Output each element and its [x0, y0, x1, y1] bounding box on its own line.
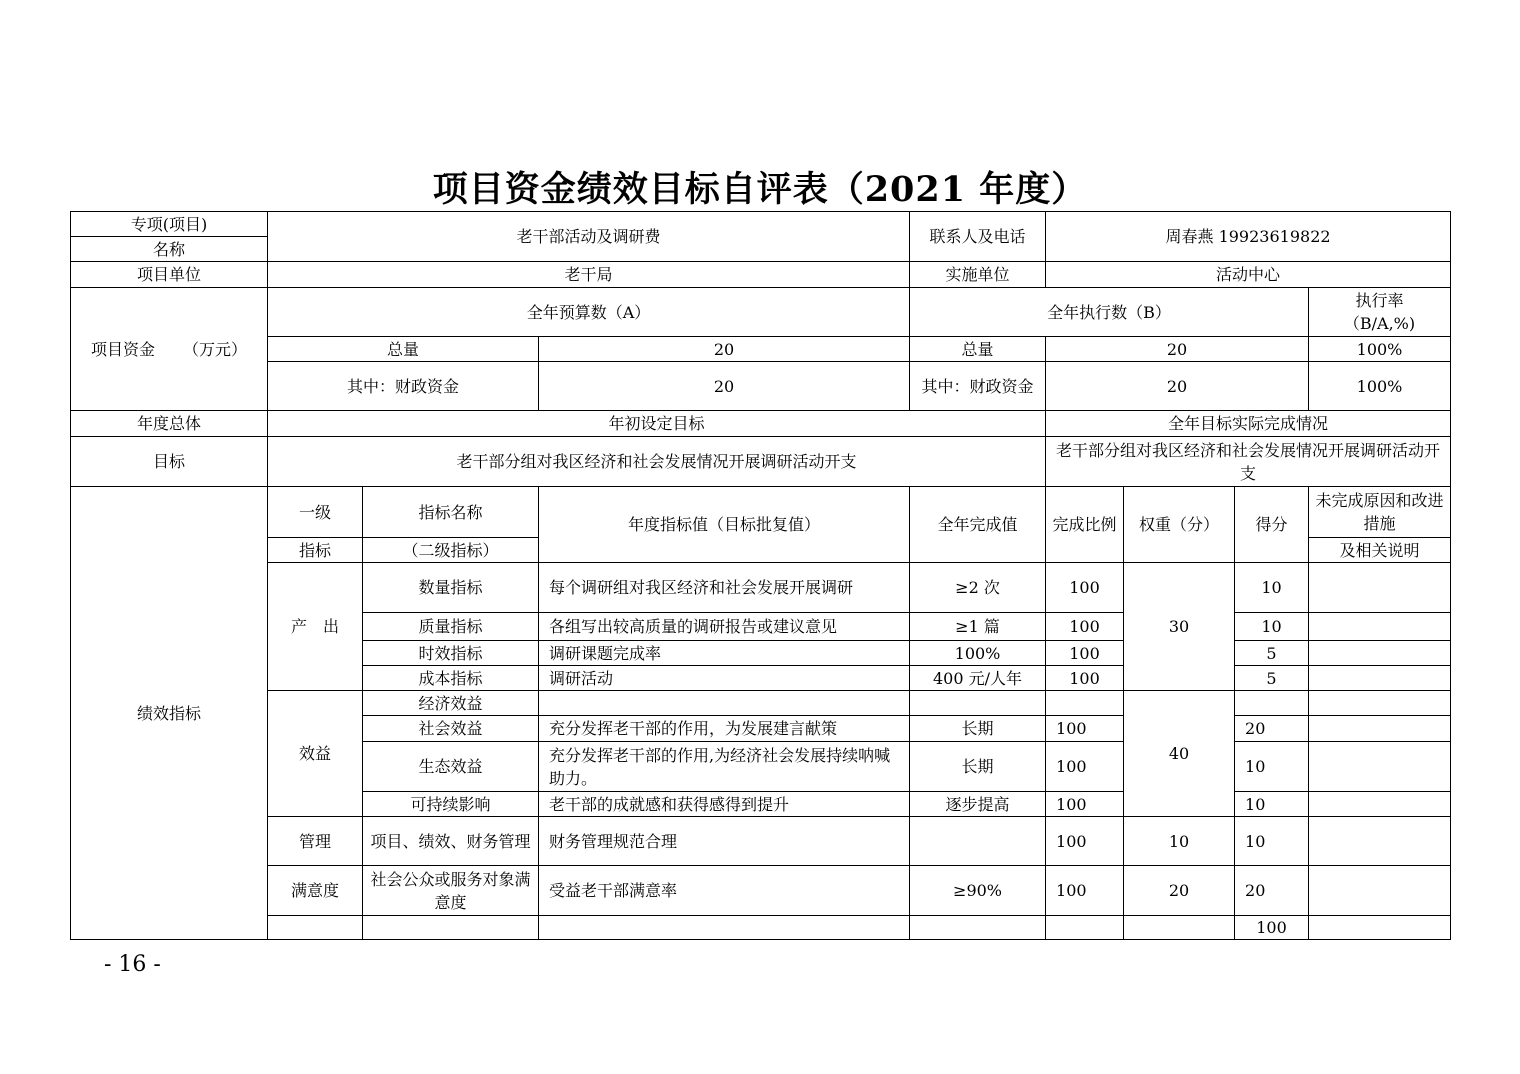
indicator-ratio: 100: [1046, 666, 1124, 691]
indicator-score: 5: [1235, 641, 1309, 666]
group-manage: 管理: [268, 817, 363, 866]
indicator-target: 受益老干部满意率: [539, 866, 910, 916]
indicator-reason: [1309, 613, 1451, 641]
indicator-name: 数量指标: [363, 563, 539, 613]
indicator-target: 每个调研组对我区经济和社会发展开展调研: [539, 563, 910, 613]
indicators-section-label: 绩效指标: [71, 487, 268, 940]
indicator-name: 生态效益: [363, 742, 539, 792]
weight-manage: 10: [1124, 817, 1235, 866]
indicator-target: 充分发挥老干部的作用，为发展建言献策: [539, 716, 910, 742]
unit-label: 项目单位: [71, 262, 268, 288]
indicator-actual: ≥2 次: [910, 563, 1046, 613]
evaluation-table: [70, 211, 1451, 940]
budget-fiscal-label: 其中：财政资金: [268, 362, 539, 411]
indicator-ratio: 100: [1046, 641, 1124, 666]
exec-fiscal: 20: [1046, 362, 1309, 411]
col-name-b: （二级指标）: [363, 538, 539, 563]
contact-value: 周春燕 19923619822: [1046, 212, 1451, 262]
col-actual: 全年完成值: [910, 487, 1046, 563]
indicator-reason: [1309, 866, 1451, 916]
rate-fiscal: 100%: [1309, 362, 1451, 411]
indicator-reason: [1309, 742, 1451, 792]
indicator-ratio: 100: [1046, 742, 1124, 792]
indicator-reason: [1309, 792, 1451, 817]
exec-fiscal-label: 其中：财政资金: [910, 362, 1046, 411]
contact-label: 联系人及电话: [910, 212, 1046, 262]
indicator-reason: [1309, 641, 1451, 666]
goal-label: 年度总体: [71, 411, 268, 437]
indicator-target: 老干部的成就感和获得感得到提升: [539, 792, 910, 817]
goal-actual-header: 全年目标实际完成情况: [1046, 411, 1451, 437]
indicator-score: [1235, 691, 1309, 716]
exec-total-label: 总量: [910, 337, 1046, 362]
page-title: 项目资金绩效目标自评表（2021 年度）: [432, 169, 1088, 210]
table-row: [71, 691, 1451, 716]
indicator-reason: [1309, 563, 1451, 613]
indicator-ratio: 100: [1046, 716, 1124, 742]
indicator-score: 5: [1235, 666, 1309, 691]
indicator-ratio: 100: [1046, 866, 1124, 916]
budget-total: 20: [539, 337, 910, 362]
indicator-score: 10: [1235, 742, 1309, 792]
budget-header: 全年预算数（A）: [268, 288, 910, 337]
indicator-name: 项目、绩效、财务管理: [363, 817, 539, 866]
col-reason-b: 及相关说明: [1309, 538, 1451, 563]
indicator-name: 可持续影响: [363, 792, 539, 817]
rate-total: 100%: [1309, 337, 1451, 362]
indicator-name: 社会效益: [363, 716, 539, 742]
total-weight: 100: [1235, 916, 1309, 940]
rate-header: 执行率 （B/A,%): [1309, 288, 1451, 337]
impl-unit-value: 活动中心: [1046, 262, 1451, 288]
indicator-target: 财务管理规范合理: [539, 817, 910, 866]
indicator-actual: 100%: [910, 641, 1046, 666]
col-level1: 一级: [268, 487, 363, 538]
indicator-actual: 400 元/人年: [910, 666, 1046, 691]
indicator-reason: [1309, 691, 1451, 716]
project-name-label-2: 名称: [71, 237, 268, 262]
indicator-target: 充分发挥老干部的作用,为经济社会发展持续呐喊助力。: [539, 742, 910, 792]
indicator-name: 时效指标: [363, 641, 539, 666]
weight-output: 30: [1124, 563, 1235, 691]
indicator-score: 10: [1235, 792, 1309, 817]
indicator-actual: 长期: [910, 716, 1046, 742]
goal-set-text: 老干部分组对我区经济和社会发展情况开展调研活动开支: [268, 437, 1046, 487]
indicator-actual: ≥1 篇: [910, 613, 1046, 641]
goal-label-2: 目标: [71, 437, 268, 487]
indicator-ratio: [1046, 691, 1124, 716]
col-score: 得分: [1235, 487, 1309, 563]
indicator-ratio: 100: [1046, 613, 1124, 641]
indicator-ratio: 100: [1046, 817, 1124, 866]
indicator-ratio: 100: [1046, 563, 1124, 613]
indicator-actual: [910, 691, 1046, 716]
indicator-score: 10: [1235, 817, 1309, 866]
indicator-actual: 逐步提高: [910, 792, 1046, 817]
indicator-score: 10: [1235, 613, 1309, 641]
weight-satisfaction: 20: [1124, 866, 1235, 916]
indicator-reason: [1309, 716, 1451, 742]
unit-value: 老干局: [268, 262, 910, 288]
indicator-reason: [1309, 817, 1451, 866]
col-level1-b: 指标: [268, 538, 363, 563]
indicator-target: [539, 691, 910, 716]
funds-label: 项目资金 （万元）: [71, 288, 268, 411]
indicator-name: 社会公众或服务对象满意度: [363, 866, 539, 916]
impl-unit-label: 实施单位: [910, 262, 1046, 288]
indicator-name: 质量指标: [363, 613, 539, 641]
exec-header: 全年执行数（B）: [910, 288, 1309, 337]
indicator-score: 10: [1235, 563, 1309, 613]
col-name: 指标名称: [363, 487, 539, 538]
indicator-score: 20: [1235, 716, 1309, 742]
total-row: [71, 916, 1451, 940]
table-row: [71, 817, 1451, 866]
indicator-target: 调研课题完成率: [539, 641, 910, 666]
indicator-score: 20: [1235, 866, 1309, 916]
col-target: 年度指标值（目标批复值）: [539, 487, 910, 563]
indicator-name: 成本指标: [363, 666, 539, 691]
weight-benefit: 40: [1124, 691, 1235, 817]
col-ratio: 完成比例: [1046, 487, 1124, 563]
indicator-target: 调研活动: [539, 666, 910, 691]
page-number: - 16 -: [104, 952, 161, 977]
project-name: 老干部活动及调研费: [268, 212, 910, 262]
indicator-actual: [910, 817, 1046, 866]
indicator-name: 经济效益: [363, 691, 539, 716]
indicator-target: 各组写出较高质量的调研报告或建议意见: [539, 613, 910, 641]
budget-total-label: 总量: [268, 337, 539, 362]
budget-fiscal: 20: [539, 362, 910, 411]
col-weight: 权重（分）: [1124, 487, 1235, 563]
indicator-ratio: 100: [1046, 792, 1124, 817]
project-name-label: 专项(项目): [71, 212, 268, 237]
goal-actual-text: 老干部分组对我区经济和社会发展情况开展调研活动开支: [1046, 437, 1451, 487]
indicator-reason: [1309, 666, 1451, 691]
group-satisfaction: 满意度: [268, 866, 363, 916]
exec-total: 20: [1046, 337, 1309, 362]
table-row: [71, 563, 1451, 613]
group-output: 产 出: [268, 563, 363, 691]
col-reason: 未完成原因和改进措施: [1309, 487, 1451, 538]
goal-set-header: 年初设定目标: [268, 411, 1046, 437]
table-row: [71, 866, 1451, 916]
indicator-actual: 长期: [910, 742, 1046, 792]
indicator-actual: ≥90%: [910, 866, 1046, 916]
group-benefit: 效益: [268, 691, 363, 817]
